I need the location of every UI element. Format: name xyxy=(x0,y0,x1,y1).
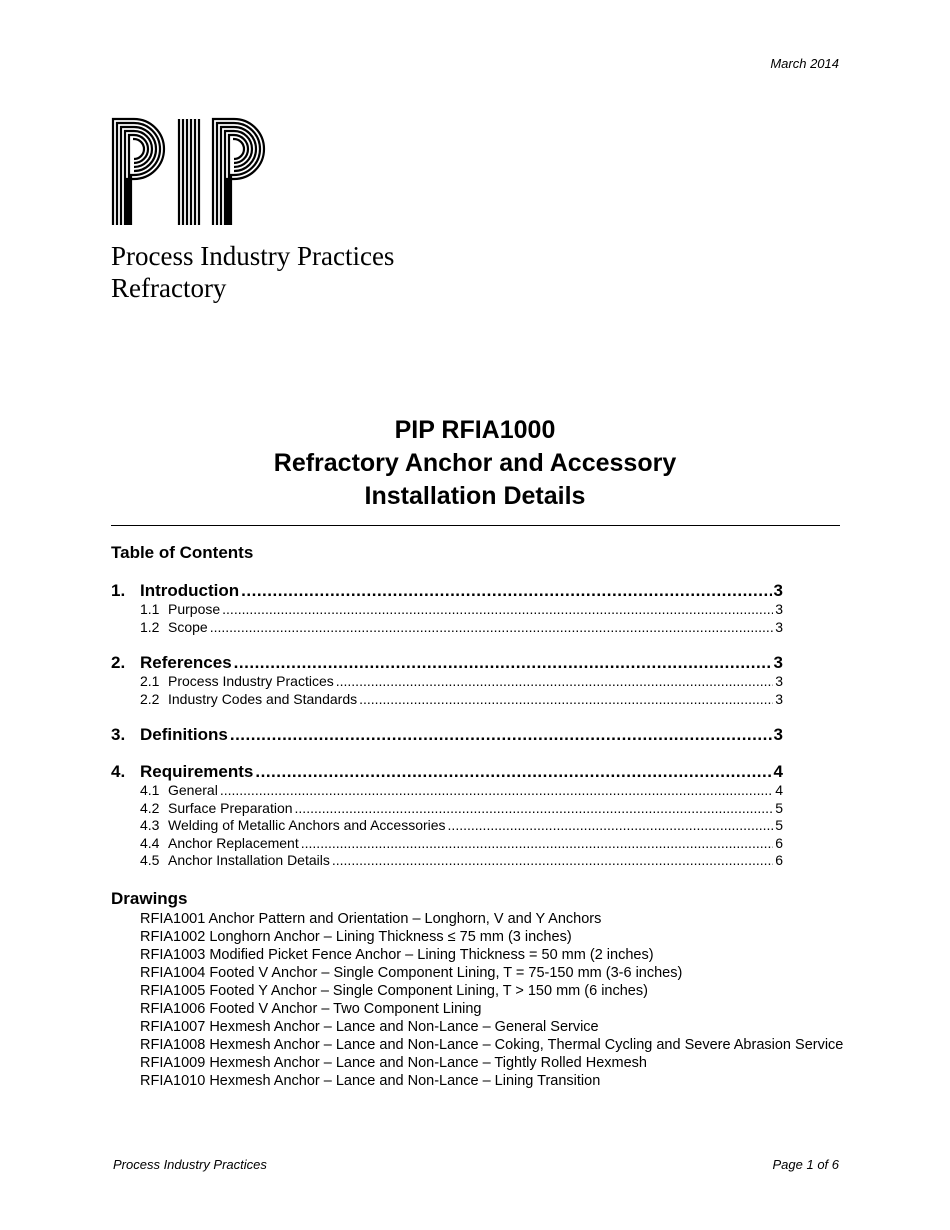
title-line-3: Installation Details xyxy=(364,482,586,510)
title-line-1: PIP RFIA1000 xyxy=(394,416,556,444)
drawing-item[interactable]: RFIA1007 Hexmesh Anchor – Lance and Non-Lance – General Service xyxy=(140,1019,599,1035)
organization-name xyxy=(111,240,394,304)
toc-title: Purpose xyxy=(168,601,221,617)
header-date: March 2014 xyxy=(770,56,839,71)
drawing-item[interactable]: RFIA1004 Footed V Anchor – Single Component Lining, T = 75-150 mm (3-6 inches) xyxy=(140,965,683,981)
toc-number: 4.3 xyxy=(140,817,160,833)
toc-page: 5 xyxy=(775,799,783,816)
toc-number: 3. xyxy=(111,725,126,744)
drawing-item[interactable]: RFIA1006 Footed V Anchor – Two Component Lining xyxy=(140,1001,482,1017)
toc-leader xyxy=(448,817,774,835)
toc-subentry[interactable] xyxy=(111,800,783,818)
pip-logo xyxy=(111,117,273,230)
toc-page: 3 xyxy=(773,725,783,744)
toc-heading: Table of Contents xyxy=(111,543,254,562)
toc-page: 3 xyxy=(775,690,783,707)
org-line-2: Refractory xyxy=(111,273,227,303)
toc-title: Anchor Replacement xyxy=(168,834,299,851)
toc-number: 4.1 xyxy=(140,782,160,798)
toc-section xyxy=(111,724,783,745)
title-line-2: Refractory Anchor and Accessory xyxy=(273,449,677,477)
toc-number: 4.4 xyxy=(140,834,160,851)
toc-title: References xyxy=(140,653,232,672)
toc-number: 4. xyxy=(111,762,126,781)
toc-page: 6 xyxy=(775,852,783,868)
toc-page: 4 xyxy=(775,782,783,798)
drawings-heading: Drawings xyxy=(111,889,188,908)
toc-subentry[interactable] xyxy=(111,782,783,800)
table-of-contents xyxy=(111,580,783,886)
toc-leader xyxy=(359,691,773,709)
document-title xyxy=(0,414,950,513)
toc-leader xyxy=(222,601,773,619)
toc-page: 6 xyxy=(775,834,783,851)
toc-title: Definitions xyxy=(140,725,228,744)
drawing-item[interactable]: RFIA1010 Hexmesh Anchor – Lance and Non-Lance – Lining Transition xyxy=(140,1073,601,1089)
toc-number: 1.1 xyxy=(140,601,160,617)
toc-leader xyxy=(210,619,774,637)
toc-leader xyxy=(241,580,771,601)
toc-number: 1.2 xyxy=(140,618,160,635)
toc-section xyxy=(111,652,783,708)
drawing-item[interactable]: RFIA1002 Longhorn Anchor – Lining Thickness ≤ 75 mm (3 inches) xyxy=(140,929,572,945)
toc-title: Industry Codes and Standards xyxy=(168,690,358,707)
toc-title: General xyxy=(168,782,218,798)
toc-title: Process Industry Practices xyxy=(168,673,334,689)
drawing-item[interactable]: RFIA1008 Hexmesh Anchor – Lance and Non-Lance – Coking, Thermal Cycling and Severe Abrasion Service xyxy=(140,1037,844,1053)
drawing-item[interactable]: RFIA1005 Footed Y Anchor – Single Component Lining, T > 150 mm (6 inches) xyxy=(140,983,648,999)
drawing-item[interactable]: RFIA1003 Modified Picket Fence Anchor – Lining Thickness = 50 mm (2 inches) xyxy=(140,947,654,963)
toc-title: Anchor Installation Details xyxy=(168,852,330,868)
toc-leader xyxy=(332,852,773,870)
toc-leader xyxy=(255,761,771,782)
toc-subentry[interactable] xyxy=(111,835,783,853)
toc-entry[interactable] xyxy=(111,580,783,601)
toc-leader xyxy=(234,652,772,673)
toc-section xyxy=(111,761,783,870)
toc-entry[interactable] xyxy=(111,724,783,745)
toc-page: 5 xyxy=(775,817,783,833)
footer-page-number: Page 1 of 6 xyxy=(772,1157,839,1172)
toc-leader xyxy=(295,800,774,818)
toc-title: Welding of Metallic Anchors and Accessories xyxy=(168,817,446,833)
toc-title: Requirements xyxy=(140,762,254,781)
footer-organization: Process Industry Practices xyxy=(113,1157,267,1172)
org-line-1: Process Industry Practices xyxy=(111,241,395,271)
toc-number: 4.5 xyxy=(140,852,160,868)
toc-page: 3 xyxy=(773,653,783,672)
toc-page: 3 xyxy=(775,618,783,635)
toc-number: 2.1 xyxy=(140,673,160,689)
toc-number: 4.2 xyxy=(140,799,160,816)
toc-leader xyxy=(336,673,773,691)
toc-subentry[interactable] xyxy=(111,673,783,691)
toc-subentry[interactable] xyxy=(111,852,783,870)
toc-number: 2. xyxy=(111,653,126,672)
toc-leader xyxy=(230,724,772,745)
toc-page: 3 xyxy=(773,581,783,600)
toc-page: 3 xyxy=(775,673,783,689)
toc-page: 3 xyxy=(775,601,783,617)
toc-entry[interactable] xyxy=(111,761,783,782)
toc-number: 1. xyxy=(111,581,126,600)
toc-number: 2.2 xyxy=(140,690,160,707)
title-divider xyxy=(111,525,840,526)
toc-section xyxy=(111,580,783,636)
toc-title: Surface Preparation xyxy=(168,799,293,816)
toc-subentry[interactable] xyxy=(111,619,783,637)
toc-title: Scope xyxy=(168,618,208,635)
toc-title: Introduction xyxy=(140,581,240,600)
drawing-item[interactable]: RFIA1001 Anchor Pattern and Orientation – Longhorn, V and Y Anchors xyxy=(140,911,602,927)
toc-entry[interactable] xyxy=(111,652,783,673)
toc-page: 4 xyxy=(773,762,783,781)
toc-subentry[interactable] xyxy=(111,817,783,835)
toc-leader xyxy=(301,835,773,853)
drawings-list xyxy=(140,910,845,1090)
drawing-item[interactable]: RFIA1009 Hexmesh Anchor – Lance and Non-Lance – Tightly Rolled Hexmesh xyxy=(140,1055,647,1071)
toc-subentry[interactable] xyxy=(111,691,783,709)
toc-subentry[interactable] xyxy=(111,601,783,619)
toc-leader xyxy=(220,782,773,800)
